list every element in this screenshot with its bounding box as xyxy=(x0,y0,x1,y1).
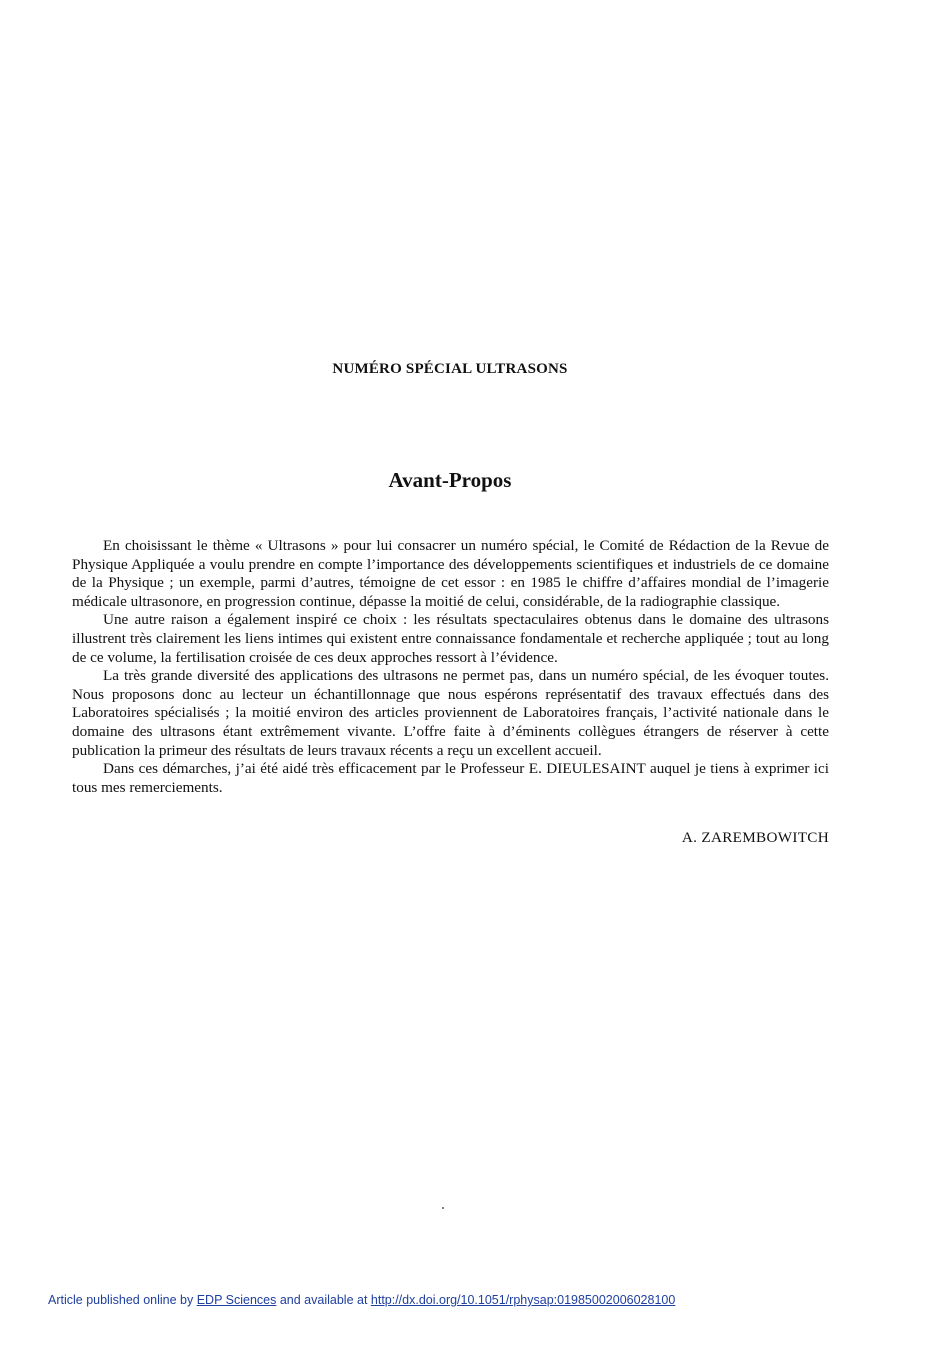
footer-prefix: Article published online by xyxy=(48,1293,197,1307)
scan-speck xyxy=(442,1207,444,1209)
footer-middle: and available at xyxy=(276,1293,371,1307)
paragraph-2: Une autre raison a également inspiré ce choix : les résultats spectaculaires obtenus dans le domaine des ultrasons illustrent très clairement les liens intimes qui existent entre connaissance fondamentale et recherche appliquée ; tout au long de ce volume, la fertilisation croisée de ces deux approches ressort à l’évidence. xyxy=(72,611,829,666)
article-title: Avant-Propos xyxy=(388,468,512,492)
issue-heading: NUMÉRO SPÉCIAL ULTRASONS xyxy=(332,361,568,377)
author-signature: A. ZAREMBOWITCH xyxy=(681,829,829,846)
edp-sciences-link[interactable]: EDP Sciences xyxy=(196,1293,277,1307)
paragraph-3: La très grande diversité des applications des ultrasons ne permet pas, dans un numéro spécial, de les évoquer toutes. Nous proposons donc au lecteur un échantillonnage que nous espérons représentatif des travaux effectués dans des Laboratoires spécialisés ; la moitié environ des articles proviennent de Laboratoires français, l’activité nationale dans le domaine des ultrasons étant extrêmement vivante. L’offre faite à d’éminents collègues étrangers de réserver à cette publication la primeur des résultats de leurs travaux récents a reçu un excellent accueil. xyxy=(72,667,829,759)
paragraph-1: En choisissant le thème « Ultrasons » pour lui consacrer un numéro spécial, le Comité de Rédaction de la Revue de Physique Appliquée a voulu prendre en compte l’importance des développements scientifiques et industriels de ce domaine de la Physique ; un exemple, parmi d’autres, témoigne de cet essor : en 1985 le chiffre d’affaires mondial de l’imagerie médicale ultrasonore, en progression continue, dépasse la moitié de celui, considérable, de la radiographie classique. xyxy=(72,537,829,610)
doi-link[interactable]: http://dx.doi.org/10.1051/rphysap:01985002006028100 xyxy=(370,1293,676,1307)
article-body xyxy=(72,537,829,797)
publication-footer xyxy=(48,1293,675,1307)
paragraph-4: Dans ces démarches, j’ai été aidé très efficacement par le Professeur E. DIEULESAINT auquel je tiens à exprimer ici tous mes remerciements. xyxy=(72,760,829,796)
